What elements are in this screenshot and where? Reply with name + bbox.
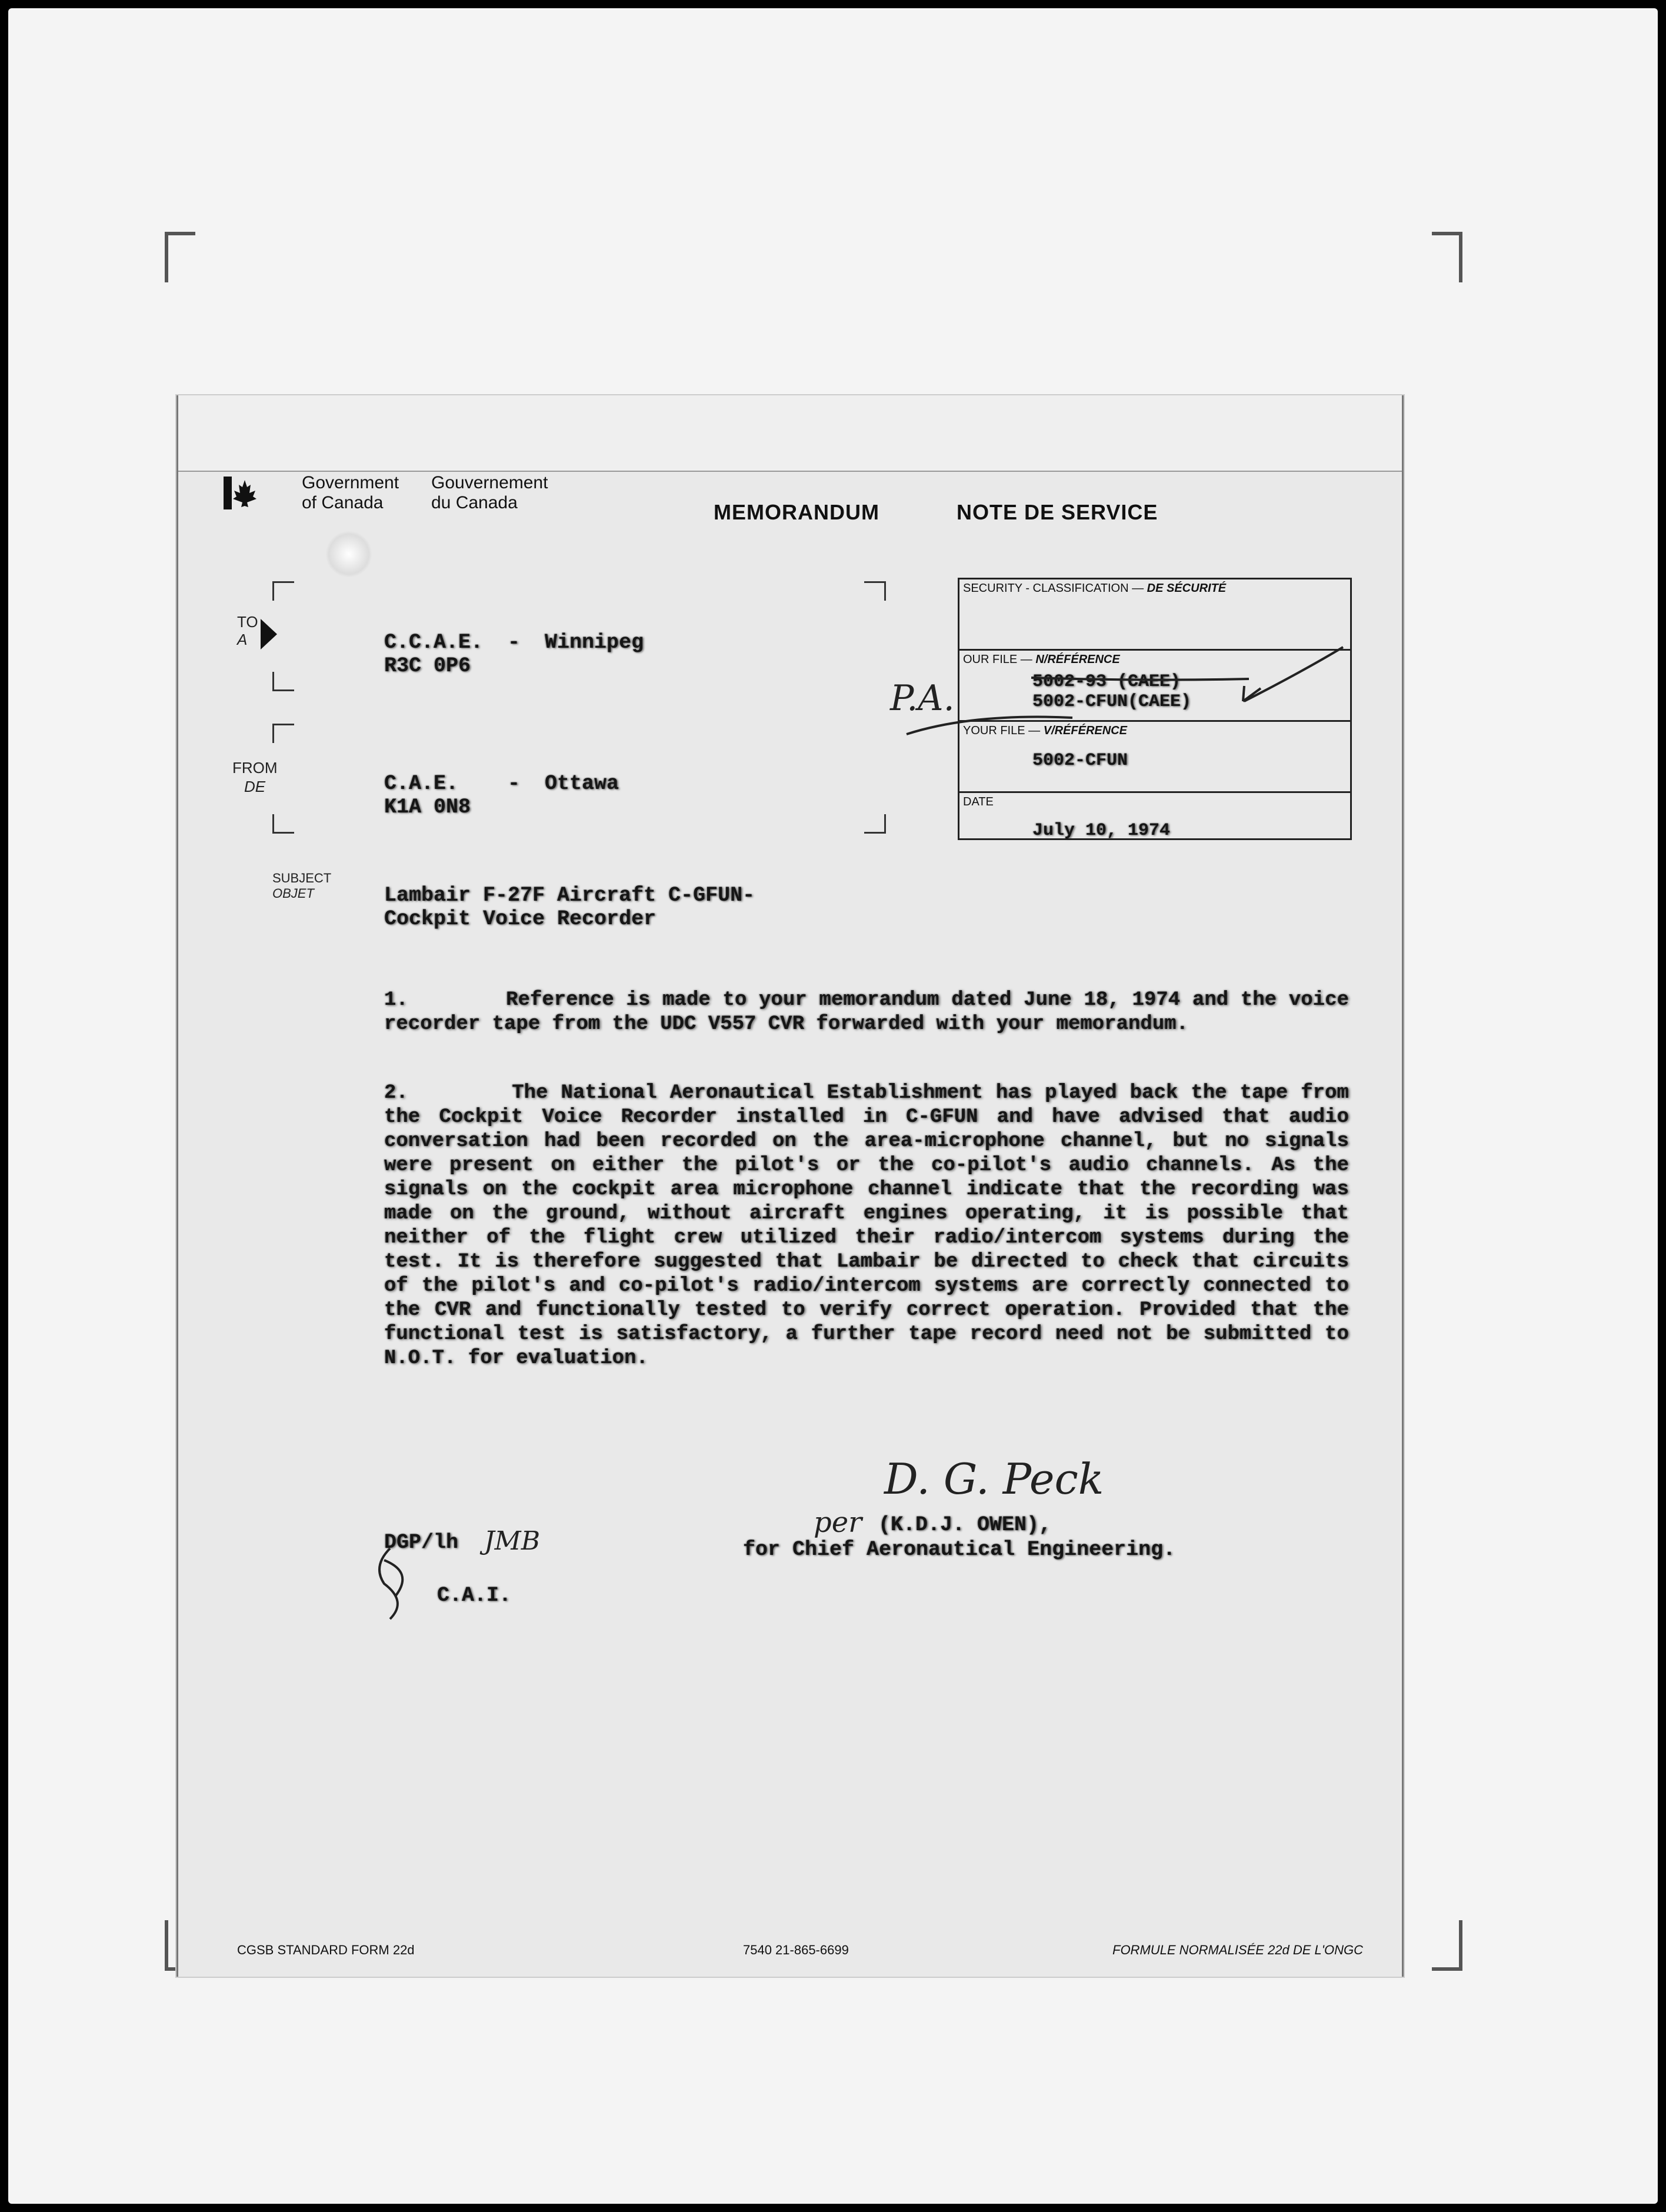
paragraph-1: 1. Reference is made to your memorandum dated June 18, 1974 and the voice recorder tape from the UDC V557 CVR forwarded with your memorandum. — [384, 989, 1350, 1035]
handwritten-per: per — [814, 1506, 862, 1539]
bracket — [272, 581, 294, 601]
your-file-cell: YOUR FILE — V/RÉFÉRENCE 5002-CFUN — [959, 722, 1350, 793]
arrow-icon — [261, 619, 277, 649]
to-label-fr: A — [237, 631, 248, 648]
canada-flag-icon — [224, 477, 258, 509]
bracket — [272, 724, 294, 743]
footer-form-id-fr: FORMULE NORMALISÉE 22d DE L'ONGC — [1112, 1943, 1363, 1957]
government-en: Government of Canada — [302, 473, 399, 512]
handwritten-underline — [902, 707, 1078, 742]
subject-label: SUBJECT — [272, 871, 332, 885]
handwritten-check-icon — [1025, 642, 1355, 713]
handwritten-scribble — [366, 1543, 425, 1631]
bracket — [864, 581, 886, 601]
crop-mark — [1432, 1920, 1462, 1971]
to-label: TO — [237, 613, 258, 631]
handwritten-signature: D. G. Peck — [884, 1454, 1104, 1504]
memorandum-form — [176, 395, 1404, 1977]
our-file-value: 5002-93 (CAEE) 5002-CFUN(CAEE) — [1032, 672, 1192, 712]
signatory-name: (K.D.J. OWEN), — [878, 1513, 1052, 1537]
cc-line: C.A.I. — [437, 1584, 512, 1607]
bracket — [272, 814, 294, 834]
to-address: C.C.A.E. - Winnipeg R3C 0P6 — [384, 631, 644, 678]
your-file-value: 5002-CFUN — [1032, 751, 1128, 771]
title-note-de-service: NOTE DE SERVICE — [957, 500, 1158, 524]
from-address: C.A.E. - Ottawa K1A 0N8 — [384, 772, 619, 819]
bracket — [272, 672, 294, 691]
our-file-cell: OUR FILE — N/RÉFÉRENCE 5002-93 (CAEE) 5002-CFUN(CAEE) — [959, 651, 1350, 722]
crop-mark — [1432, 232, 1462, 282]
from-label-fr: DE — [244, 778, 266, 795]
subject-text: Lambair F-27F Aircraft C-GFUN- Cockpit Voice Recorder — [384, 884, 755, 931]
footer-stock-number: 7540 21-865-6699 — [743, 1943, 849, 1957]
date-cell: DATE July 10, 1974 — [959, 793, 1350, 837]
bracket — [864, 814, 886, 834]
reference-initials: DGP/lh — [384, 1531, 459, 1554]
security-cell: SECURITY - CLASSIFICATION — DE SÉCURITÉ — [959, 579, 1350, 651]
date-value: July 10, 1974 — [1032, 821, 1171, 841]
government-fr: Gouvernement du Canada — [431, 473, 548, 512]
handwritten-initials: JMB — [484, 1526, 541, 1556]
stain — [325, 531, 372, 578]
paragraph-2: 2. The National Aeronautical Establishment has played back the tape from the Cockpit Voice Recorder installed in C-GFUN and have advised that audio conversation had been recorded on the area-microphone channel, but no signals were present on either the pilot's or the co-pilot's audio channels. As the signals on the cockpit area microphone channel indicate that the recording was made on the ground, without aircraft engines operating, it is possible that neither of the flight crew utilized their radio/intercom systems during the test. It is therefore suggested that Lambair be directed to check that circuits of the pilot's and co-pilot's radio/intercom systems are correctly connected to the CVR and functionally tested to verify correct operation. Provided that the functional test is satisfactory, a further tape record need not be submitted to N.O.T. for evaluation. — [384, 1082, 1349, 1370]
crop-mark — [165, 232, 195, 282]
handwritten-pa: P.A. — [890, 678, 955, 719]
tape-strip — [178, 395, 1402, 472]
from-label: FROM — [232, 759, 278, 777]
footer-form-id: CGSB STANDARD FORM 22d — [237, 1943, 415, 1957]
signatory-title: for Chief Aeronautical Engineering. — [743, 1538, 1176, 1561]
title-memorandum: MEMORANDUM — [714, 500, 879, 524]
subject-label-fr: OBJET — [272, 886, 314, 901]
